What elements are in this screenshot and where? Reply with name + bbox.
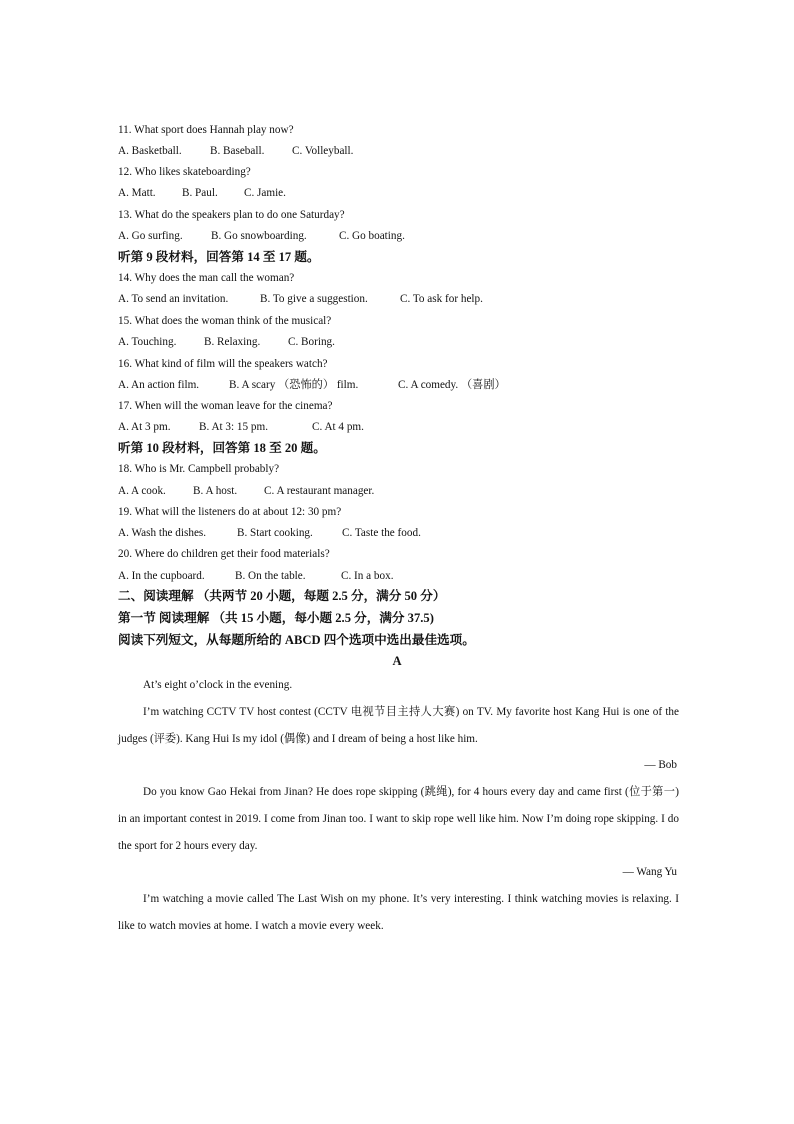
passage-label: A — [392, 654, 402, 668]
signature-wang-yu: — Wang Yu — [622, 866, 677, 878]
options-19 — [118, 526, 421, 540]
question-14: 14. Why does the man call the woman? — [118, 272, 295, 284]
option-b: B. Go snowboarding. — [211, 230, 307, 242]
option-b: B. A scary （恐怖的） film. — [229, 379, 359, 391]
option-a: A. At 3 pm. — [118, 421, 171, 433]
passage-paragraph: I’m watching a movie called The Last Wish on my phone. It’s very interesting. I think watching movies is relaxing. I like to watch movies at home. I watch a movie every week. — [118, 893, 679, 932]
options-17 — [118, 420, 364, 434]
option-a: A. In the cupboard. — [118, 570, 205, 582]
options-18 — [118, 484, 374, 498]
options-13 — [118, 229, 405, 243]
option-b: B. At 3: 15 pm. — [199, 421, 268, 433]
option-c: C. Taste the food. — [342, 527, 421, 539]
question-13: 13. What do the speakers plan to do one Saturday? — [118, 209, 345, 221]
option-a: A. Matt. — [118, 187, 156, 199]
question-12: 12. Who likes skateboarding? — [118, 166, 251, 178]
option-b: B. A host. — [193, 485, 238, 497]
options-16 — [118, 378, 506, 392]
question-16: 16. What kind of film will the speakers watch? — [118, 358, 328, 370]
option-c: C. A restaurant manager. — [264, 485, 375, 497]
option-c: C. Go boating. — [339, 230, 405, 242]
option-c: C. In a box. — [341, 570, 394, 582]
option-b: B. Relaxing. — [204, 336, 261, 348]
option-c: C. Jamie. — [244, 187, 286, 199]
option-c: C. At 4 pm. — [312, 421, 364, 433]
passage-block-2 — [118, 779, 679, 860]
passage-paragraph: I’m watching CCTV TV host contest (CCTV 电视节目主持人大赛) on TV. My favorite host Kang Hui is one of the judges (评委). Kang Hui Is my idol (偶像) and I dream of being a host like him. — [118, 706, 679, 745]
option-b: B. On the table. — [235, 570, 306, 582]
passage-block-3 — [118, 886, 679, 940]
passage-paragraph: Do you know Gao Hekai from Jinan? He does rope skipping (跳绳), for 4 hours every day and came first (位于第一) in an important contest in 2019. I come from Jinan too. I want to skip rope well like him. Now I’m doing rope skipping. I do the sport for 2 hours every day. — [118, 786, 679, 852]
option-b: B. Start cooking. — [237, 527, 313, 539]
options-15 — [118, 335, 335, 349]
option-a: A. Wash the dishes. — [118, 527, 207, 539]
question-17: 17. When will the woman leave for the cinema? — [118, 400, 333, 412]
question-20: 20. Where do children get their food materials? — [118, 548, 330, 560]
question-11: 11. What sport does Hannah play now? — [118, 124, 294, 136]
reading-instruction: 阅读下列短文，从每题所给的 ABCD 四个选项中选出最佳选项。 — [118, 633, 475, 647]
option-a: A. A cook. — [118, 485, 166, 497]
section-one-heading: 第一节 阅读理解 （共 15 小题，每小题 2.5 分，满分 37.5) — [118, 611, 434, 625]
options-14 — [118, 292, 483, 306]
options-20 — [118, 569, 394, 583]
option-c: C. A comedy. （喜剧） — [398, 379, 506, 391]
option-a: A. An action film. — [118, 379, 200, 391]
option-a: A. Go surfing. — [118, 230, 183, 242]
question-15: 15. What does the woman think of the musical? — [118, 315, 332, 327]
option-c: C. To ask for help. — [400, 293, 483, 305]
section-heading-10: 听第 10 段材料，回答第 18 至 20 题。 — [118, 441, 326, 455]
option-b: B. To give a suggestion. — [260, 293, 368, 305]
signature-bob: — Bob — [644, 759, 677, 771]
passage-paragraph: At’s eight o’clock in the evening. — [143, 679, 293, 691]
section-heading-9: 听第 9 段材料，回答第 14 至 17 题。 — [118, 250, 320, 264]
option-b: B. Baseball. — [210, 145, 265, 157]
option-c: C. Boring. — [288, 336, 335, 348]
part-two-heading: 二、阅读理解 （共两节 20 小题，每题 2.5 分，满分 50 分） — [118, 589, 446, 603]
question-18: 18. Who is Mr. Campbell probably? — [118, 463, 280, 475]
option-a: A. Touching. — [118, 336, 177, 348]
options-11 — [118, 144, 353, 158]
options-12 — [118, 186, 286, 200]
option-c: C. Volleyball. — [292, 145, 354, 157]
option-b: B. Paul. — [182, 187, 218, 199]
passage-block-1 — [118, 672, 679, 753]
option-a: A. To send an invitation. — [118, 293, 229, 305]
option-a: A. Basketball. — [118, 145, 182, 157]
question-19: 19. What will the listeners do at about 12: 30 pm? — [118, 506, 342, 518]
